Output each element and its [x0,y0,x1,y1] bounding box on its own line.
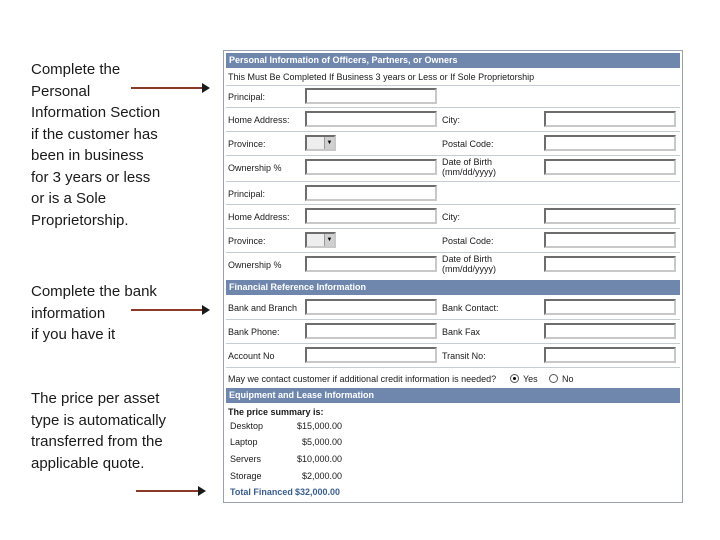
chevron-down-icon: ▼ [324,137,334,149]
province-1-select[interactable] [305,135,336,151]
home-address-label: Home Address: [228,212,290,222]
total-financed-label: Total Financed [230,487,293,497]
contact-yes-label: Yes [523,374,538,384]
account-no-input[interactable] [305,347,437,363]
divider [226,252,680,253]
province-label: Province: [228,139,266,149]
price-item-name: Desktop [230,421,264,431]
bank-info-arrow [131,309,208,311]
home-address-label: Home Address: [228,115,290,125]
province-2-select[interactable] [305,232,336,248]
divider [226,85,680,86]
credit-application-form [223,50,683,503]
bank-contact-label: Bank Contact: [442,303,499,313]
personal-info-note: Complete the Personal Information Section if the customer has been in business for 3 years or less or is a Sole Proprietorship. [31,61,161,229]
principal-1-input[interactable] [305,88,437,104]
province-label: Province: [228,236,266,246]
principal-label: Principal: [228,189,266,199]
ownership-1-input[interactable] [305,159,437,175]
divider [226,367,680,368]
principal-label: Principal: [228,92,266,102]
divider [226,319,680,320]
city-label: City: [442,212,460,222]
bank-fax-label: Bank Fax [442,327,481,337]
price-item-value: $2,000.00 [301,471,342,481]
financial-section-header: Financial Reference Information [226,280,680,295]
divider [226,228,680,229]
home-address-1-input[interactable] [305,111,437,127]
divider [226,343,680,344]
dob-2-input[interactable] [544,256,676,272]
bank-branch-input[interactable] [305,299,437,315]
price-item-value: $15,000.00 [296,421,342,431]
price-item-name: Laptop [230,437,258,447]
contact-no-radio[interactable] [549,374,558,383]
price-item-name: Servers [230,454,262,464]
ownership-label: Ownership % [228,260,282,270]
personal-section-subtitle: This Must Be Completed If Business 3 years or Less or If Sole Proprietorship [228,72,535,82]
bank-phone-label: Bank Phone: [228,327,280,337]
personal-info-arrow [131,87,208,89]
price-item-value: $10,000.00 [296,454,342,464]
city-1-input[interactable] [544,111,676,127]
price-item-name: Storage [230,471,262,481]
chevron-down-icon: ▼ [324,234,334,246]
equipment-section-header: Equipment and Lease Information [226,388,680,403]
principal-2-input[interactable] [305,185,437,201]
contact-question: May we contact customer if additional credit information is needed? [228,374,497,384]
postal-code-label: Postal Code: [442,236,494,246]
divider [226,204,680,205]
transit-no-input[interactable] [544,347,676,363]
contact-no-label: No [562,374,574,384]
home-address-2-input[interactable] [305,208,437,224]
divider [226,155,680,156]
city-2-input[interactable] [544,208,676,224]
dob-label: Date of Birth (mm/dd/yyyy) [442,157,496,177]
bank-fax-input[interactable] [544,323,676,339]
divider [226,131,680,132]
total-financed-value: $32,000.00 [295,487,341,497]
account-no-label: Account No [228,351,275,361]
dob-label: Date of Birth (mm/dd/yyyy) [442,254,496,274]
price-summary-title: The price summary is: [228,407,324,417]
city-label: City: [442,115,460,125]
bank-phone-input[interactable] [305,323,437,339]
transit-no-label: Transit No: [442,351,486,361]
divider [226,181,680,182]
postal-code-label: Postal Code: [442,139,494,149]
postal-code-1-input[interactable] [544,135,676,151]
personal-section-header: Personal Information of Officers, Partners, or Owners [226,53,680,68]
divider [226,107,680,108]
ownership-2-input[interactable] [305,256,437,272]
bank-contact-input[interactable] [544,299,676,315]
price-info-arrow [136,490,204,492]
price-info-note: The price per asset type is automatically transferred from the applicable quote. [31,390,167,472]
postal-code-2-input[interactable] [544,232,676,248]
contact-yes-radio[interactable] [510,374,519,383]
price-item-value: $5,000.00 [301,437,342,447]
bank-branch-label: Bank and Branch [228,303,298,313]
bank-info-note: Complete the bank information if you have it [31,283,157,343]
ownership-label: Ownership % [228,163,282,173]
dob-1-input[interactable] [544,159,676,175]
